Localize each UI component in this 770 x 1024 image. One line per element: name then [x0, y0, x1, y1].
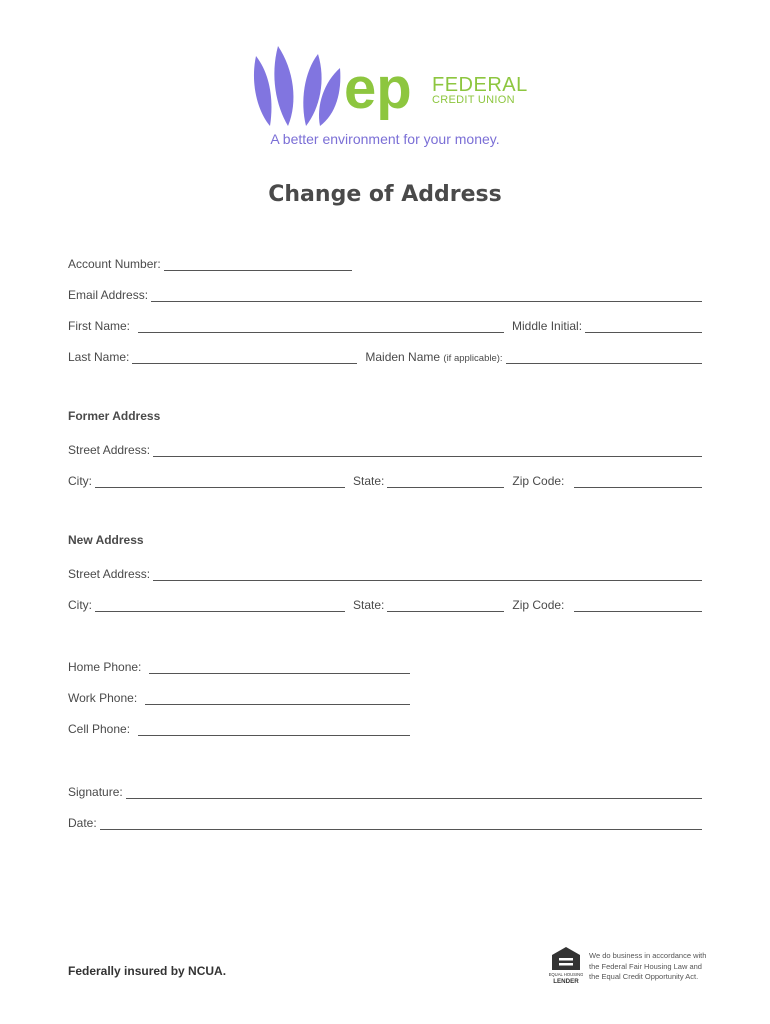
equal-housing-text: EQUAL HOUSING: [549, 972, 583, 977]
former-street-label: Street Address:: [68, 443, 151, 457]
cell-phone-row: [68, 718, 410, 736]
fair-housing-notice: [589, 951, 719, 983]
account-number-row: [68, 253, 358, 271]
account-number-label: Account Number:: [68, 257, 161, 271]
signature-label: Signature:: [68, 785, 123, 799]
new-street-label: Street Address:: [68, 567, 151, 581]
signature-row: [68, 781, 702, 799]
first-name-label: First Name:: [68, 319, 131, 333]
former-city-label: City:: [68, 474, 92, 488]
fair-housing-line-2: the Federal Fair Housing Law and: [589, 961, 702, 971]
new-state-label: State:: [353, 598, 385, 612]
former-state-label: State:: [353, 474, 385, 488]
fair-housing-line-3: the Equal Credit Opportunity Act.: [589, 972, 699, 981]
fair-housing-line-1: We do business in accordance with: [589, 951, 707, 960]
new-state-field[interactable]: [387, 599, 504, 612]
new-city-field[interactable]: [95, 599, 345, 612]
logo-credit-union-text: CREDIT UNION: [432, 94, 515, 106]
new-address-heading: New Address: [68, 533, 144, 547]
new-zip-label: Zip Code:: [512, 598, 565, 612]
middle-initial-field[interactable]: [585, 320, 702, 333]
email-field[interactable]: [151, 289, 702, 302]
logo-ep-text: ep: [344, 56, 412, 121]
date-label: Date:: [68, 816, 97, 830]
first-name-field[interactable]: [138, 320, 504, 333]
former-street-field[interactable]: [153, 444, 702, 457]
account-number-field[interactable]: [164, 258, 352, 271]
new-city-label: City:: [68, 598, 92, 612]
cell-phone-label: Cell Phone:: [68, 722, 131, 736]
logo-federal-text: FEDERAL: [432, 74, 528, 96]
former-street-row: [68, 439, 702, 457]
work-phone-field[interactable]: [145, 692, 410, 705]
former-address-heading: Former Address: [68, 409, 161, 423]
date-field[interactable]: [100, 817, 702, 830]
new-street-field[interactable]: [153, 568, 702, 581]
cell-phone-field[interactable]: [138, 723, 410, 736]
work-phone-label: Work Phone:: [68, 691, 138, 705]
ncua-notice: Federally insured by NCUA.: [68, 964, 227, 978]
new-street-row: [68, 563, 702, 581]
name-row: [68, 315, 702, 333]
home-phone-field[interactable]: [149, 661, 410, 674]
former-city-field[interactable]: [95, 475, 345, 488]
lender-text: LENDER: [553, 978, 579, 984]
new-zip-field[interactable]: [574, 599, 702, 612]
home-phone-label: Home Phone:: [68, 660, 142, 674]
home-phone-row: [68, 656, 410, 674]
equal-housing-icon: [549, 946, 583, 984]
former-zip-field[interactable]: [574, 475, 702, 488]
last-name-field[interactable]: [132, 351, 357, 364]
maiden-name-field[interactable]: [506, 351, 702, 364]
maiden-note: (if applicable):: [443, 353, 503, 364]
work-phone-row: [68, 687, 410, 705]
former-state-field[interactable]: [387, 475, 504, 488]
email-row: [68, 284, 702, 302]
last-name-row: [68, 346, 702, 364]
former-zip-label: Zip Code:: [512, 474, 565, 488]
logo-tagline: A better environment for your money.: [270, 131, 500, 147]
former-city-row: [68, 470, 702, 488]
new-city-row: [68, 594, 702, 612]
last-name-label: Last Name:: [68, 350, 130, 364]
maiden-name-label: Maiden Name (if applicable):: [365, 350, 503, 364]
email-label: Email Address:: [68, 288, 149, 302]
middle-initial-label: Middle Initial:: [512, 319, 583, 333]
date-row: [68, 812, 702, 830]
signature-field[interactable]: [126, 786, 702, 799]
page-title: Change of Address: [268, 182, 502, 207]
